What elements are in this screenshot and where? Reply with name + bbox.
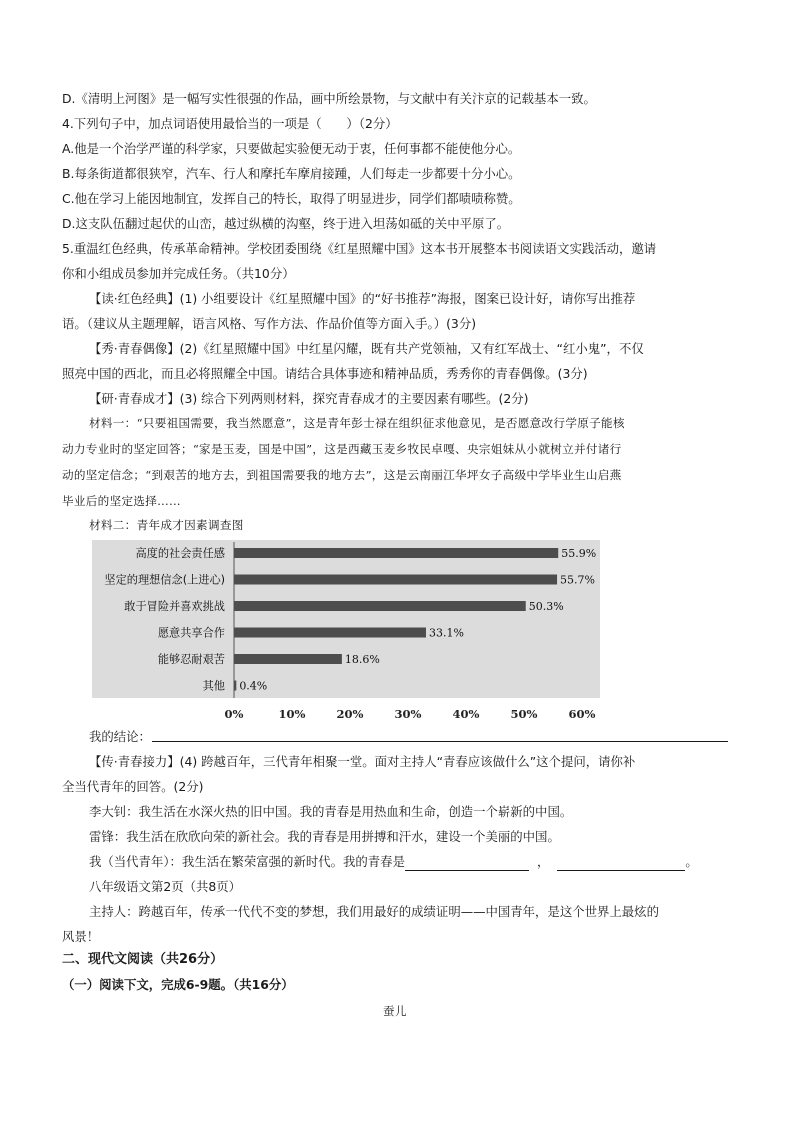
category-label: 愿意共享合作 [157,626,225,640]
li-dazhao-answer: 李大钊：我生活在水深火热的旧中国。我的青春是用热血和生命，创造一个崭新的中国。 [89,804,573,819]
material-1-line4: 毕业后的坚定选择…… [62,494,181,508]
bar-3 [234,601,526,611]
bar-2 [234,575,557,585]
my-answer-prefix: 我（当代青年）：我生活在繁荣富强的新时代。我的青春是 [89,854,405,869]
x-tick-label: 40% [452,707,480,721]
bar-1 [234,548,558,558]
story-title: 蚕儿 [383,1004,407,1018]
bar-6 [234,681,236,691]
x-tick-label: 60% [568,707,596,721]
value-label: 50.3% [528,600,564,613]
chart-background [92,540,600,698]
q4-option-c: C.他在学习上能因地制宜，发挥自己的特长，取得了明显进步，同学们都啧啧称赞。 [62,191,521,206]
answer-comma: ， [536,854,550,869]
x-tick-label: 0% [224,707,244,721]
my-answer-line [89,853,698,871]
task-read-line1: 【读·红色经典】(1) 小组要设计《红星照耀中国》的“好书推荐”海报，图案已设计好，请你写出推荐 [89,291,636,306]
subsection-1-heading: （一）阅读下文，完成6-9题。（共16分） [62,977,294,992]
section-2-heading: 二、现代文阅读（共26分） [62,952,224,967]
value-label: 18.6% [344,653,380,666]
page-number: 八年级语文第2页（共8页） [89,879,242,894]
category-label: 坚定的理想信念(上进心) [104,573,225,587]
material-2-caption: 材料二：青年成才因素调查图 [89,518,244,532]
task-read-line2: 语。（建议从主题理解，语言风格、写作方法、作品价值等方面入手。）(3分) [62,316,477,331]
q3-option-d: D.《清明上河图》是一幅写实性很强的作品，画中所绘景物，与文献中有关汴京的记载基本一致。 [62,91,596,106]
material-1-line2: 动力专业时的坚定回答；“家是玉麦，国是中国”，这是西藏玉麦乡牧民卓嘎、央宗姐妹从小就树立并付诸行 [62,442,622,456]
host-line1: 主持人：跨越百年，传承一代代不变的梦想，我们用最好的成绩证明——中国青年，是这个世界上最炫的 [89,904,659,919]
q4-option-d: D.这支队伍翻过起伏的山峦，越过纵横的沟壑，终于进入坦荡如砥的关中平原了。 [62,216,510,231]
task-show-line1: 【秀·青春偶像】(2)《红星照耀中国》中红星闪耀，既有共产党领袖，又有红军战士、“红小鬼”，不仅 [89,341,644,356]
survey-bar-chart [92,538,612,722]
task-pass-line1: 【传·青春接力】(4) 跨越百年，三代青年相聚一堂。面对主持人“青春应该做什么”这个提问，请你补 [89,754,636,769]
q4-option-a: A.他是一个治学严谨的科学家，只要做起实验便无动于衷，任何事都不能使他分心。 [62,141,521,156]
conclusion-answer-line[interactable] [152,741,728,742]
category-label: 能够忍耐艰苦 [157,653,225,666]
x-tick-label: 20% [336,707,364,721]
value-label: 55.9% [561,547,597,560]
x-tick-label: 50% [510,707,538,721]
material-1-line1: 材料一：“只要祖国需要，我当然愿意”，这是青年彭士禄在组织征求他意见，是否愿意改行学原子能核 [89,416,625,430]
x-tick-label: 10% [278,707,306,721]
value-label: 0.4% [239,679,268,693]
category-label: 高度的社会责任感 [135,547,225,560]
bar-4 [234,628,426,638]
question-5-line1: 5.重温红色经典，传承革命精神。学校团委围绕《红星照耀中国》这本书开展整本书阅读语文实践活动，邀请 [62,241,657,256]
x-tick-label: 30% [394,707,422,721]
q4-option-b: B.每条街道都很狭窄，汽车、行人和摩托车摩肩接踵，人们每走一步都要十分小心。 [62,166,521,181]
task-pass-line2: 全当代青年的回答。(2分) [62,779,204,794]
task-study: 【研·青春成才】(3) 综合下列两则材料，探究青春成才的主要因素有哪些。(2分) [89,391,529,406]
material-1-line3: 动的坚定信念；“到艰苦的地方去，到祖国需要我的地方去”，这是云南丽江华坪女子高级中学毕业生山启燕 [62,468,622,482]
answer-end: 。 [685,854,698,869]
bar-5 [234,654,342,664]
question-4: 4.下列句子中，加点词语使用最恰当的一项是（ ）（2分） [62,116,398,131]
task-show-line2: 照亮中国的西北，而且必将照耀全中国。请结合具体事迹和精神品质，秀秀你的青春偶像。(3分) [62,366,588,381]
question-5-line2: 你和小组成员参加并完成任务。（共10分） [62,266,295,281]
category-label: 敢于冒险并喜欢挑战 [124,600,225,613]
lei-feng-answer: 雷锋：我生活在欣欣向荣的新社会。我的青春是用拼搏和汗水，建设一个美丽的中国。 [89,829,560,844]
answer-blank-2[interactable] [557,856,685,871]
answer-blank-1[interactable] [405,856,529,871]
category-label: 其他 [202,679,225,693]
value-label: 55.7% [560,573,596,587]
host-line2: 风景！ [62,929,100,944]
value-label: 33.1% [428,626,464,640]
conclusion-label: 我的结论： [89,729,151,744]
